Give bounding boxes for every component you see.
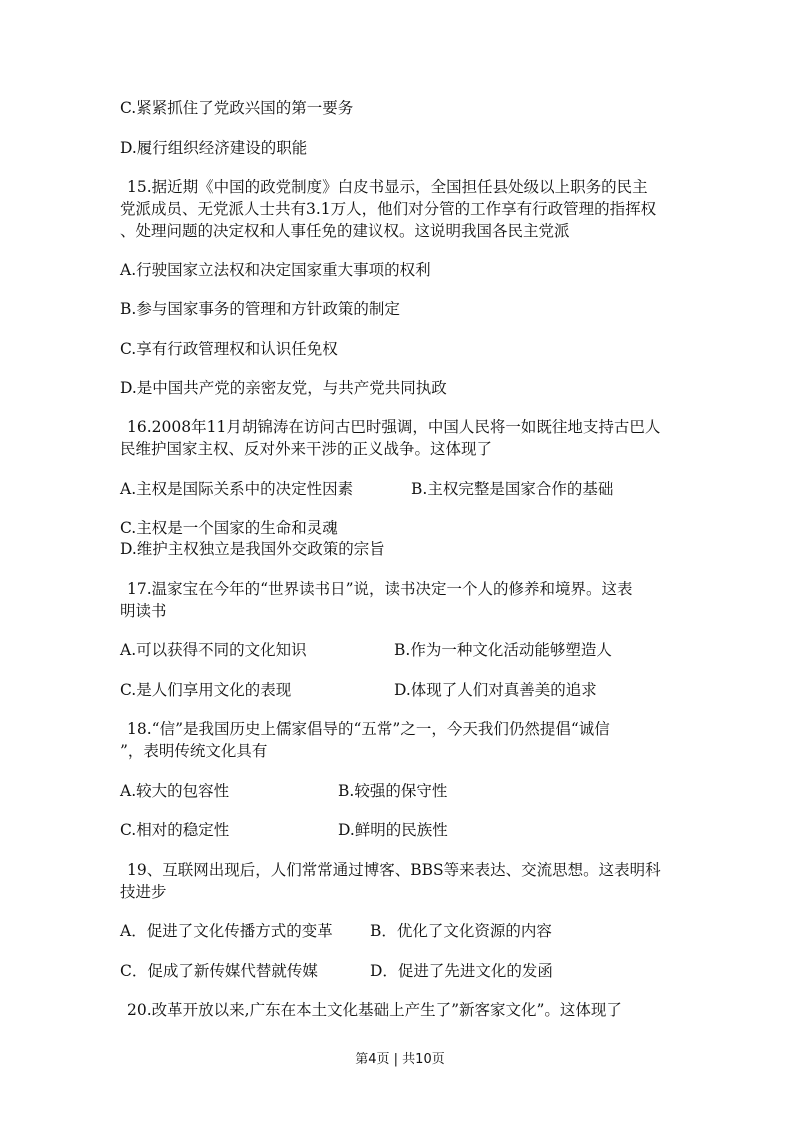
- question-18-option-b: B.较强的保守性: [338, 782, 448, 800]
- option-c-prev: C.紧紧抓住了党政兴国的第一要务: [120, 99, 354, 117]
- question-15-option-a: A.行驶国家立法权和决定国家重大事项的权利: [120, 261, 431, 279]
- question-19-option-c: C．促成了新传媒代替就传媒: [120, 962, 318, 980]
- question-15-option-d: D.是中国共产党的亲密友党，与共产党共同执政: [120, 379, 447, 397]
- question-17-option-b: B.作为一种文化活动能够塑造人: [394, 641, 612, 659]
- question-16-stem-line2: 民维护国家主权、反对外来干涉的正义战争。这体现了: [120, 440, 493, 458]
- question-17-option-a: A.可以获得不同的文化知识: [120, 641, 307, 659]
- question-15-stem-line2: 党派成员、无党派人士共有3.1万人，他们对分管的工作享有行政管理的指挥权: [120, 200, 657, 218]
- question-19-option-d: D．促进了先进文化的发函: [370, 962, 553, 980]
- question-18-option-a: A.较大的包容性: [120, 782, 230, 800]
- question-18-stem-line1: 18.“信”是我国历史上儒家倡导的“五常”之一，今天我们仍然提倡“诚信: [127, 720, 610, 738]
- question-16-option-d: D.维护主权独立是我国外交政策的宗旨: [120, 540, 385, 558]
- question-16-option-c: C.主权是一个国家的生命和灵魂: [120, 519, 338, 537]
- question-15-option-c: C.享有行政管理权和认识任免权: [120, 340, 338, 358]
- page-footer: 第4页 | 共10页: [355, 1052, 445, 1067]
- question-16-stem-line1: 16.2008年11月胡锦涛在访问古巴时强调，中国人民将一如既往地支持古巴人: [127, 418, 661, 436]
- question-19-option-a: A．促进了文化传播方式的变革: [120, 922, 333, 940]
- question-19-stem-line1: 19、互联网出现后，人们常常通过博客、BBS等来表达、交流思想。这表明科: [127, 861, 661, 879]
- question-15-stem-line3: 、处理问题的决定权和人事任免的建议权。这说明我国各民主党派: [120, 222, 570, 240]
- question-19-stem-line2: 技进步: [120, 883, 167, 901]
- option-d-prev: D.履行组织经济建设的职能: [120, 139, 308, 157]
- question-18-option-c: C.相对的稳定性: [120, 821, 230, 839]
- question-16-option-b: B.主权完整是国家合作的基础: [411, 480, 614, 498]
- question-18-stem-line2: ”，表明传统文化具有: [120, 742, 268, 760]
- question-15-stem-line1: 15.据近期《中国的政党制度》白皮书显示，全国担任县处级以上职务的民主: [127, 178, 648, 196]
- question-16-option-a: A.主权是国际关系中的决定性因素: [120, 480, 354, 498]
- question-17-stem-line2: 明读书: [120, 602, 167, 620]
- question-19-option-b: B．优化了文化资源的内容: [370, 922, 552, 940]
- question-17-option-c: C.是人们享用文化的表现: [120, 681, 292, 699]
- question-15-option-b: B.参与国家事务的管理和方针政策的制定: [120, 300, 400, 318]
- question-17-option-d: D.体现了人们对真善美的追求: [394, 681, 597, 699]
- question-18-option-d: D.鲜明的民族性: [338, 821, 448, 839]
- question-20-stem-line1: 20.改革开放以来,广东在本土文化基础上产生了”新客家文化”。这体现了: [127, 1001, 622, 1019]
- question-17-stem-line1: 17.温家宝在今年的“世界读书日”说，读书决定一个人的修养和境界。这表: [127, 580, 633, 598]
